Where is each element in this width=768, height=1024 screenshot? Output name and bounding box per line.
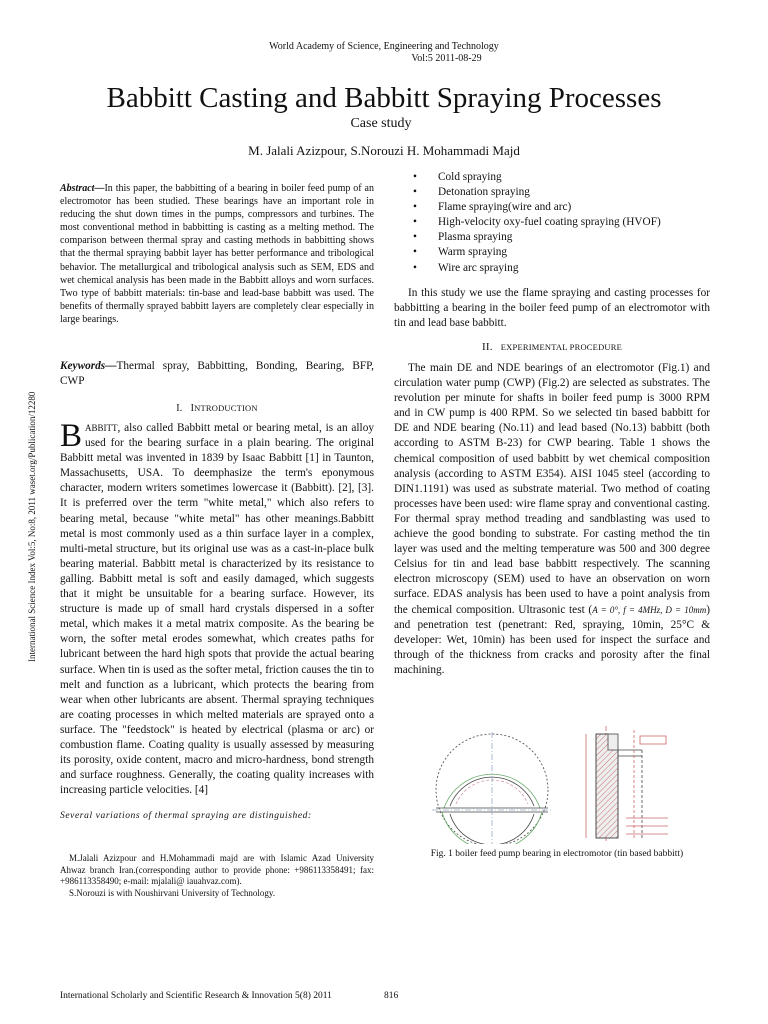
- intro-smallcaps: ABBITT: [85, 423, 118, 433]
- journal-header: World Academy of Science, Engineering and Technology: [269, 41, 499, 52]
- list-item: • Cold spraying: [413, 170, 661, 185]
- list-item: • Warm spraying: [413, 245, 661, 260]
- author-footnote: [60, 853, 374, 900]
- list-item: • Detonation spraying: [413, 185, 661, 200]
- page-number: 816: [384, 991, 399, 1001]
- footnote-second-author: S.Norouzi is with Noushirvani University of Technology.: [69, 888, 276, 899]
- footer-journal: International Scholarly and Scientific Research & Innovation 5(8) 2011: [60, 991, 332, 1001]
- side-index-note: International Science Index Vol:5, No:8, 2011 waset.org/Publication/12280: [27, 391, 37, 662]
- bearing-front-view: [432, 732, 552, 844]
- footnote-affiliation: M.Jalali Azizpour and H.Mohammadi majd are with Islamic Azad University Ahwaz branch Iran.(corresponding author to provide phone: +986113358491; fax: +986113358490; e-mail: mjalali@ iauahvaz.com).: [60, 853, 374, 887]
- list-item: • Flame spraying(wire and arc): [413, 200, 661, 215]
- abstract-text: In this paper, the babbitting of a bearing in boiler feed pump of an electromotor has been studied. These bearings have an important role in reducing the shut down times in the pumps, compressors and turbines. The most conventional method in babbitting is casting as a melting method. The comparison between thermal spray and casting methods in babbitting shows that the thermal spraying babbit layer has better performance and tribological behavior. The metallurgical and tribological analysis such as SEM, EDS and wet chemical analysis has been made in the Babbitt alloys and worn surfaces. Two type of babbitt materials: tin-base and lead-base babbitt was used. The benefits of thermally sprayed babbitt layers are completely clear especially in large bearings.: [60, 183, 374, 325]
- spraying-methods-list: [413, 170, 661, 276]
- section-heading-introduction: I. INTRODUCTION: [176, 403, 258, 414]
- abstract: [60, 182, 374, 326]
- experimental-body: The main DE and NDE bearings of an electromotor (Fig.1) and circulation water pump (CWP) (Fig.2) are selected as substrates. The revolution per minute for shafts in boiler feed pump is 3000 RPM and in CW pump is 400 RPM. So we selected tin based babbitt for DE and NDE bearing (No.11) and lead based (No.13) babbitt (both according to ASTM B-23) for CWP bearing. Table 1 shows the chemical composition of used babbitt by wet chemical composition analysis (according to ASTM E354). AISI 1045 steel (according to DIN1.1191) was used as substrate material. Two method of coating processes have been used: wire flame spray and conventional casting. For thermal spray method treading and sandblasting was used to achieve the good bonding to substrate. For casting method the tin layer was used and the melting temperature was 500 and 300 degree Celsius for tin and lead base babbitt respectively. The scanning electron microscopy (SEM) used to have an observation on worn surface. EDAS analysis has been used to have a point analysis from the chemical composition. Ultrasonic test (A = 0°, f = 4MHz, D = 10mm) and penetration test (penetrant: Red, spraying, 10min, 25°C & developer: Wet, 10min) has been used for inspect the surface and through of the thickness from cracks and porosity after the final machining.: [394, 362, 710, 676]
- list-item: • Wire arc spraying: [413, 261, 661, 276]
- study-paragraph: In this study we use the flame spraying and casting processes for babbitting a bearing in the boiler feed pump of an electromotor with tin and lead base babbitt.: [394, 287, 710, 330]
- keywords-label: Keywords—: [60, 360, 117, 372]
- intro-last-line: Several variations of thermal spraying are distinguished:: [60, 811, 312, 821]
- list-item: • High-velocity oxy-fuel coating spraying (HVOF): [413, 215, 661, 230]
- bearing-section-view: [586, 726, 668, 842]
- paper-subtitle: Case study: [350, 116, 412, 131]
- section-heading-experimental: II. EXPERIMENTAL PROCEDURE: [481, 341, 623, 353]
- figure-1-caption: Fig. 1 boiler feed pump bearing in electromotor (tin based babbitt): [430, 849, 684, 859]
- abstract-label: Abstract—: [60, 183, 105, 194]
- volume-date: Vol:5 2011-08-29: [411, 53, 482, 64]
- keywords-text: Thermal spray, Babbitting, Bonding, Bearing, BFP, CWP: [60, 360, 374, 387]
- paper-authors: M. Jalali Azizpour, S.Norouzi H. Mohammadi Majd: [248, 143, 520, 158]
- figure-1-bearing-drawing: [428, 720, 688, 844]
- dropcap-letter: B: [60, 418, 83, 454]
- paper-title: Babbitt Casting and Babbitt Spraying Processes: [106, 82, 662, 114]
- ultrasonic-formula: A = 0°, f = 4MHz, D = 10mm: [592, 604, 707, 615]
- introduction-body: [60, 418, 374, 798]
- intro-text: , also called Babbitt metal or bearing metal, is an alloy used for the bearing surface in a plain bearing. The original Babbitt metal was invented in 1839 by Isaac Babbitt [1] in Taunton, Massachusetts, USA. To deemphasize the term's eponymous character, modern writers sometimes lowercase it (Babbitt). [2], [3]. It is preferred over the term "white metal," which also refers to bearing metal, because "white metal" has other meanings.Babbitt metal is most commonly used as a thin surface layer in a complex, multi-metal structure, but its original use was as a cast-in-place bulk bearing material. Babbitt metal is characterized by its resistance to galling. Babbitt metal is soft and easily damaged, which suggests that it might be unsuitable for a bearing surface. However, its structure is made up of small hard crystals dispersed in a softer metal, which makes it a metal matrix composite. As the bearing be worn, the softer metal erodes somewhat, which creates paths for lubricant between the hard high spots that provide the actual bearing surface. When tin is used as the softer metal, friction causes the tin to melt and function as a lubricant, which protects the bearing from wear when other lubricants are absent. Thermal spraying techniques are coating processes in which melted materials are sprayed onto a surface. The "feedstock" is heated by electrical (plasma or arc) or combustion flame. Coating quality is usually assessed by measuring its porosity, oxide content, macro and micro-hardness, bond strength and surface roughness. Generally, the coating quality increases with increasing particle velocities. [4]: [60, 422, 374, 797]
- keywords: [60, 359, 374, 389]
- list-item: • Plasma spraying: [413, 230, 661, 245]
